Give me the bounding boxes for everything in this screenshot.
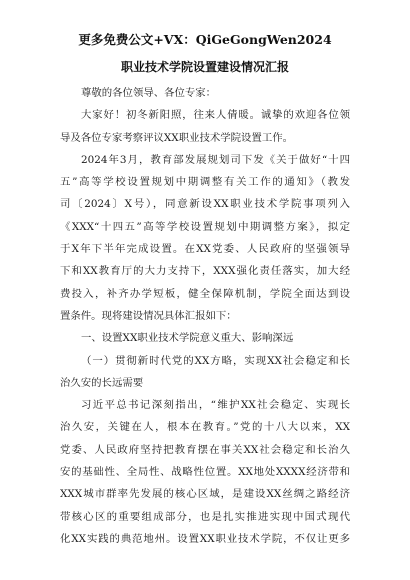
paragraph-line: 导及各位专家考察评议XX职业技术学院设置工作。 — [60, 131, 293, 144]
paragraph-line: 大家好！初冬新阳照，往来人倩暖。诚挚的欢迎各位领 — [81, 109, 350, 122]
paragraph-line: 置条件。现将建设情况具体汇报如下： — [60, 309, 237, 322]
paragraph-line: 司〔2024〕X号），同意新设XX职业技术学院事项列入 — [60, 198, 350, 211]
document-body — [60, 82, 350, 550]
paragraph-line: 党委、人民政府坚持把教育摆在事关XX社会稳定和长治久 — [60, 443, 350, 456]
paragraph-line: 下和XX教育厅的大力支持下，XXX强化责任落实，加大经 — [60, 265, 350, 278]
paragraph-line: 习近平总书记深刻指出，“维护XX社会稳定、实现长 — [81, 399, 350, 412]
paragraph-line: 治久安，关键在人，根本在教育。”党的十八大以来，XX — [60, 421, 350, 434]
paragraph-line: 费投入，补齐办学短板，健全保障机制，学院全面达到设 — [60, 287, 350, 300]
document-title: 职业技术学院设置建设情况汇报 — [120, 60, 289, 74]
paragraph-line: 带核心区的重要组成部分，也是扎实推进实现中国式现代 — [60, 510, 350, 523]
paragraph-line: 于X年下半年完成设置。在XX党委、人民政府的坚强领导 — [60, 243, 350, 256]
paragraph-line: 2024年3月，教育部发展规划司下发《关于做好“十四 — [81, 153, 350, 166]
promo-banner: 更多免费公文+VX：QiGeGongWen2024 — [78, 32, 332, 47]
subsection-heading: 治久安的长远需要 — [60, 376, 144, 389]
paragraph-line: 安的基础性、全局性、战略性位置。XX地处XXXX经济带和 — [60, 466, 350, 479]
salutation: 尊敬的各位领导、各位专家： — [81, 87, 217, 99]
paragraph-line: 化XX实践的典范地州。设置XX职业技术学院，不仅让更多 — [60, 532, 350, 545]
subsection-heading: （一）贯彻新时代党的XX方略，实现XX社会稳定和长 — [81, 354, 350, 367]
paragraph-line: 《XXX“十四五”高等学校设置规划中期调整方案》，拟定 — [60, 220, 350, 233]
section-heading: 一、设置XX职业技术学院意义重大、影响深远 — [81, 332, 294, 345]
paragraph-line: XXX城市群率先发展的核心区域，是建设XX丝绸之路经济 — [60, 488, 350, 501]
paragraph-line: 五”高等学校设置规划中期调整有关工作的通知》（教发 — [60, 176, 350, 189]
